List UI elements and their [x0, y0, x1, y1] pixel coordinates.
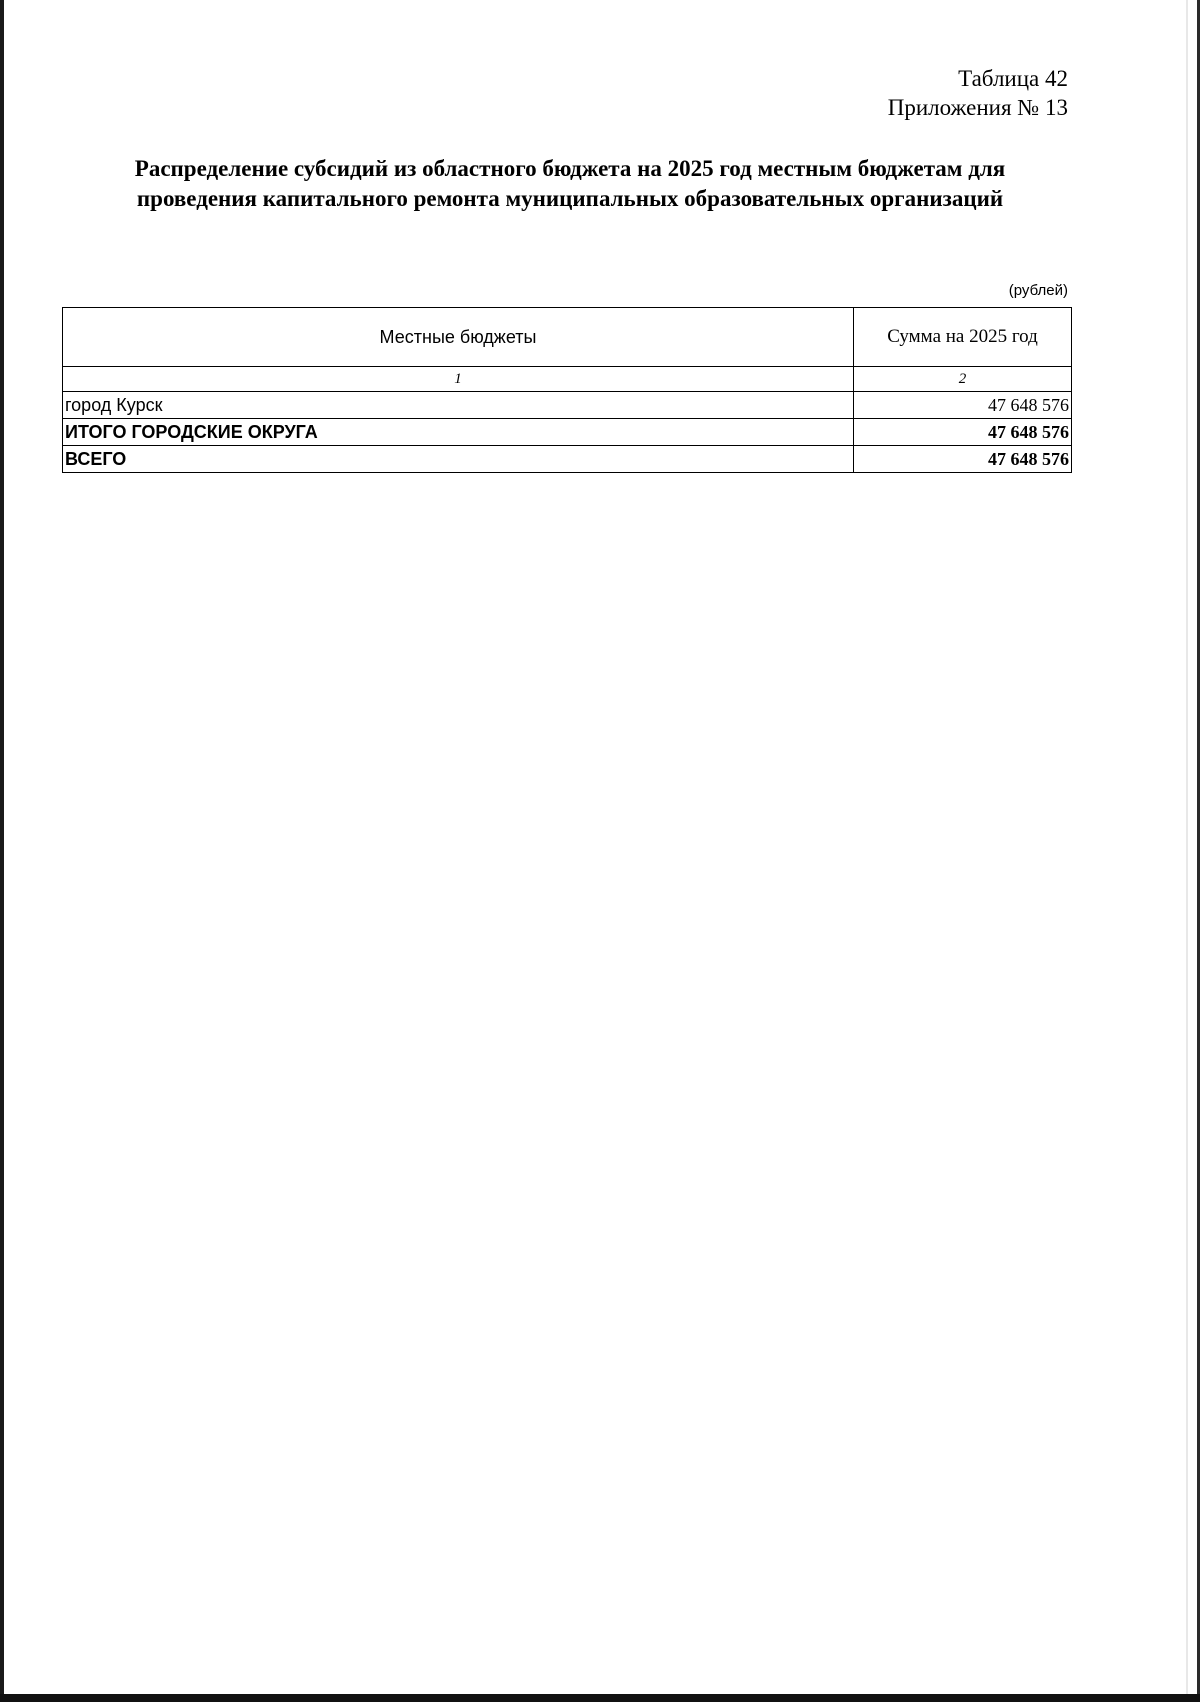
column-header-budgets: Местные бюджеты [63, 308, 854, 367]
row-name: ВСЕГО [63, 446, 854, 473]
column-number-2: 2 [854, 367, 1072, 392]
table-header-row [63, 308, 1072, 367]
title-line-1: Распределение субсидий из областного бюджета на 2025 год местным бюджетам для [134, 156, 1006, 181]
scan-edge-left [0, 0, 4, 1702]
row-value: 47 648 576 [854, 392, 1072, 419]
table-caption [888, 64, 1068, 122]
title-line-2: проведения капитального ремонта муниципальных образовательных организаций [136, 186, 1004, 211]
table-row-subtotal [63, 419, 1072, 446]
appendix-label: Приложения № 13 [887, 95, 1068, 120]
document-title [60, 154, 1080, 214]
scan-edge-bottom [0, 1694, 1200, 1702]
table-row-total [63, 446, 1072, 473]
scan-shadow-right [1186, 0, 1188, 1702]
column-header-sum: Сумма на 2025 год [854, 308, 1072, 367]
row-value: 47 648 576 [854, 419, 1072, 446]
row-value: 47 648 576 [854, 446, 1072, 473]
column-number-1: 1 [63, 367, 854, 392]
table-row [63, 392, 1072, 419]
units-label: (рублей) [1008, 282, 1068, 299]
row-name: ИТОГО ГОРОДСКИЕ ОКРУГА [63, 419, 854, 446]
column-number-row [63, 367, 1072, 392]
budget-table [62, 307, 1072, 473]
row-name: город Курск [63, 392, 854, 419]
table-label: Таблица 42 [958, 66, 1068, 91]
